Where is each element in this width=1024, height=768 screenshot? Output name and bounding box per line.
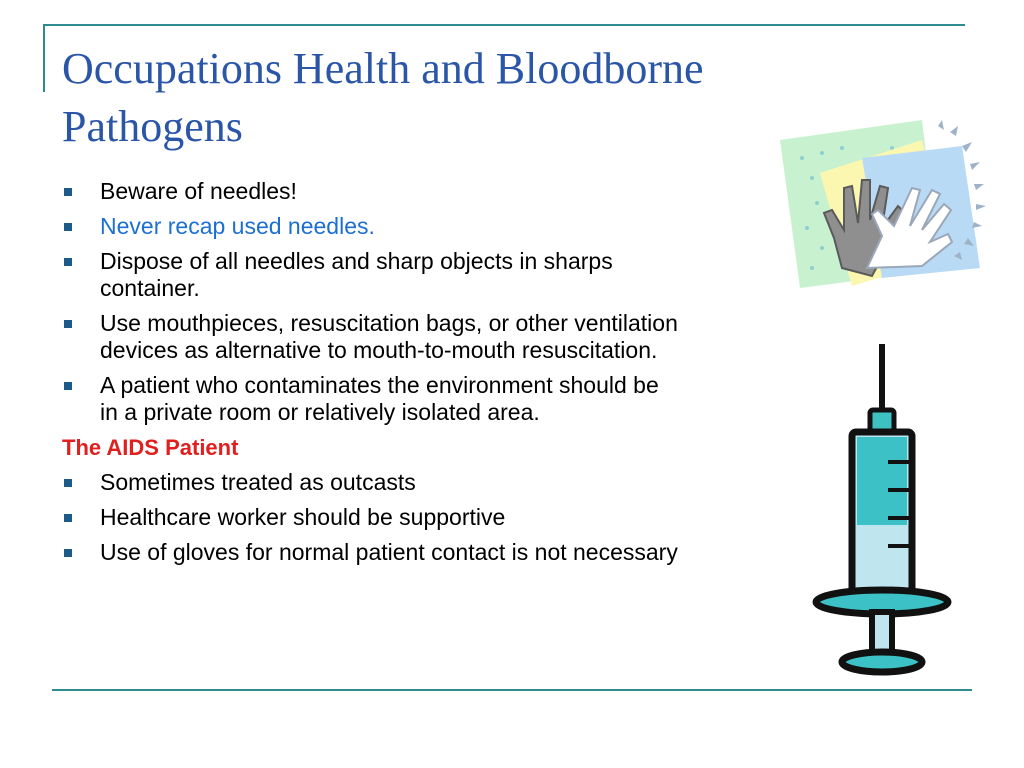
frame-left-line xyxy=(43,24,45,92)
square-bullet-icon xyxy=(64,223,72,231)
slide-content xyxy=(62,178,682,574)
bullet-item xyxy=(62,539,682,566)
frame-top-line xyxy=(43,24,965,26)
bullet-text: Healthcare worker should be supportive xyxy=(100,504,506,530)
syringe-icon xyxy=(806,340,956,685)
square-bullet-icon xyxy=(64,320,72,328)
bullet-text: Sometimes treated as outcasts xyxy=(100,469,416,495)
bullet-text: Use of gloves for normal patient contact is not necessary xyxy=(100,539,678,565)
bullet-text: Dispose of all needles and sharp objects in sharps container. xyxy=(100,248,613,301)
bullet-text: A patient who contaminates the environment should be in a private room or relatively isolated area. xyxy=(100,372,659,425)
bullet-item xyxy=(62,178,682,205)
gloves-clipart-icon xyxy=(772,118,1012,293)
square-bullet-icon xyxy=(64,382,72,390)
square-bullet-icon xyxy=(64,549,72,557)
bullet-text: Never recap used needles. xyxy=(100,213,375,239)
bullet-text: Use mouthpieces, resuscitation bags, or other ventilation devices as alternative to mouth-to-mouth resuscitation. xyxy=(100,310,678,363)
slide-title: Occupations Health and Bloodborne Pathogens xyxy=(62,44,704,151)
bullet-item xyxy=(62,372,682,426)
bullet-item-highlighted xyxy=(62,213,682,240)
bullet-text: Beware of needles! xyxy=(100,178,297,204)
square-bullet-icon xyxy=(64,188,72,196)
square-bullet-icon xyxy=(64,514,72,522)
section-heading: The AIDS Patient xyxy=(62,435,239,460)
bullet-item xyxy=(62,310,682,364)
frame-bottom-line xyxy=(52,689,972,691)
square-bullet-icon xyxy=(64,258,72,266)
square-bullet-icon xyxy=(64,479,72,487)
bullet-item xyxy=(62,248,682,302)
bullet-item xyxy=(62,504,682,531)
bullet-item xyxy=(62,469,682,496)
